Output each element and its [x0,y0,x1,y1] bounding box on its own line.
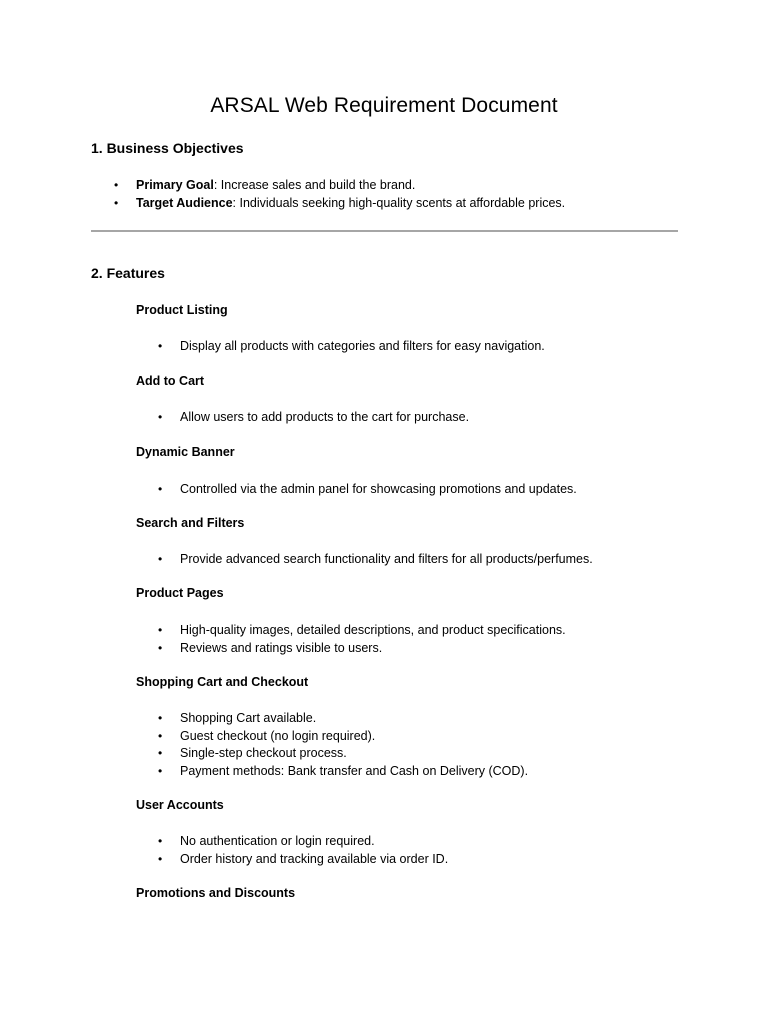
business-objectives-heading: 1. Business Objectives [91,140,244,156]
feature-title-shopping-cart-and-checkout: Shopping Cart and Checkout [136,675,309,689]
feature-title-user-accounts: User Accounts [136,798,224,812]
list-item [114,195,565,213]
list-item: • Controlled via the admin panel for showcasing promotions and updates. [158,481,577,499]
feature-list-search-and-filters [158,551,593,569]
list-item: • Order history and tracking available via order ID. [158,851,448,869]
feature-title-promotions-and-discounts: Promotions and Discounts [136,886,296,900]
list-item: • Provide advanced search functionality and filters for all products/perfumes. [158,551,593,569]
feature-list-product-pages [158,622,566,657]
list-item: • Display all products with categories and filters for easy navigation. [158,338,545,356]
feature-title-dynamic-banner: Dynamic Banner [136,445,235,459]
feature-list-shopping-cart-and-checkout [158,710,528,781]
section-divider [91,230,678,232]
feature-title-product-listing: Product Listing [136,303,228,317]
business-objectives-list [114,177,565,212]
document-title: ARSAL Web Requirement Document [210,94,558,117]
list-item: • Single-step checkout process. [158,745,528,763]
target-audience-term: Target Audience [136,195,233,210]
feature-title-add-to-cart: Add to Cart [136,374,205,388]
feature-list-product-listing [158,338,545,356]
feature-list-user-accounts [158,833,448,868]
list-item: • Reviews and ratings visible to users. [158,640,566,658]
target-audience-text: : Individuals seeking high-quality scents at affordable prices. [232,195,566,210]
feature-title-search-and-filters: Search and Filters [136,516,245,530]
list-item: • Guest checkout (no login required). [158,728,528,746]
feature-title-product-pages: Product Pages [136,586,224,600]
features-heading: 2. Features [91,265,165,281]
list-item [114,177,565,195]
list-item: • High-quality images, detailed descriptions, and product specifications. [158,622,566,640]
primary-goal-text: : Increase sales and build the brand. [213,178,416,192]
list-item: • Payment methods: Bank transfer and Cash on Delivery (COD). [158,763,528,781]
primary-goal-term: Primary Goal [136,178,214,192]
list-item: • Shopping Cart available. [158,710,528,728]
list-item: • No authentication or login required. [158,833,448,851]
feature-list-add-to-cart [158,409,469,427]
list-item: • Allow users to add products to the cart for purchase. [158,409,469,427]
feature-list-dynamic-banner [158,481,577,499]
